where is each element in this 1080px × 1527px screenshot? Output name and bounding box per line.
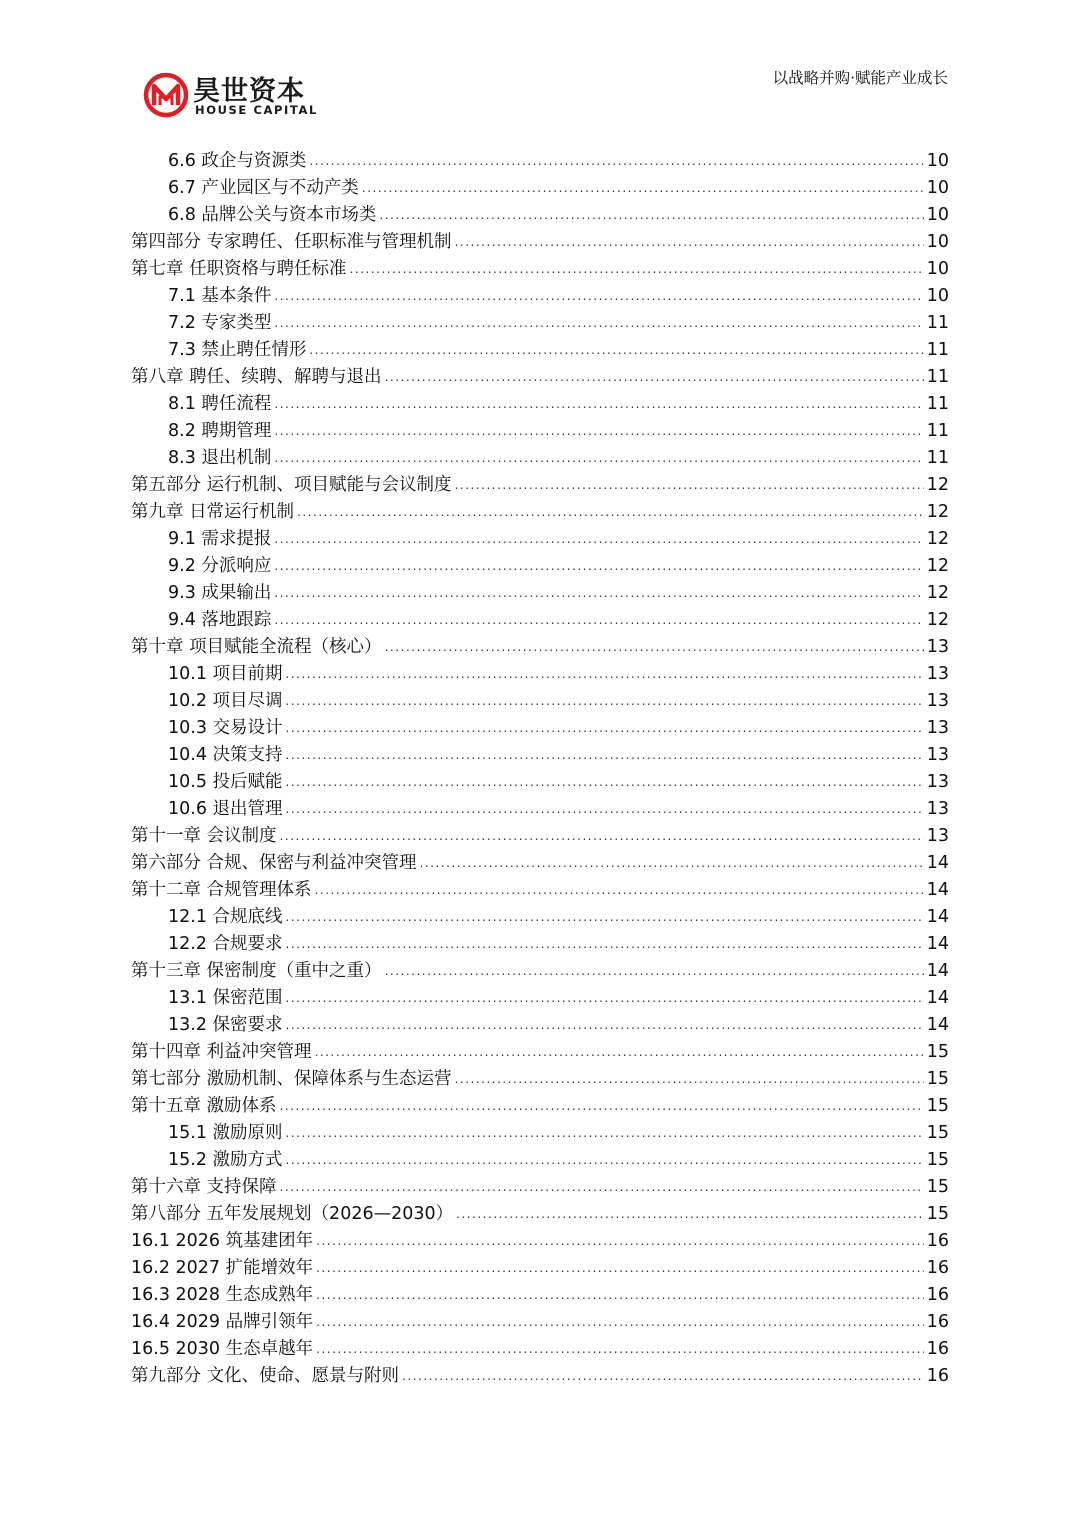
- toc-page-number: 13: [926, 664, 949, 684]
- toc-entry-title: 第十二章 合规管理体系: [131, 880, 312, 900]
- toc-entry-title: 8.2 聘期管理: [168, 421, 272, 441]
- toc-entry[interactable]: [131, 1201, 949, 1228]
- toc-entry-title: 6.8 品牌公关与资本市场类: [168, 205, 377, 225]
- toc-dot-leader: [316, 1228, 924, 1255]
- toc-page-number: 16: [926, 1285, 949, 1305]
- toc-entry[interactable]: [131, 1120, 949, 1147]
- toc-page-number: 12: [926, 529, 949, 549]
- toc-entry-title: 第五部分 运行机制、项目赋能与会议制度: [131, 475, 452, 495]
- toc-entry[interactable]: [131, 823, 949, 850]
- toc-dot-leader: [286, 688, 924, 715]
- toc-entry-title: 第九章 日常运行机制: [131, 502, 295, 522]
- toc-entry[interactable]: [131, 1228, 949, 1255]
- toc-entry-title: 15.1 激励原则: [168, 1123, 283, 1143]
- toc-page-number: 12: [926, 556, 949, 576]
- toc-entry-title: 10.2 项目尽调: [168, 691, 283, 711]
- toc-dot-leader: [286, 661, 924, 688]
- page-header: [0, 0, 1080, 140]
- toc-entry[interactable]: [131, 877, 949, 904]
- toc-entry-title: 8.1 聘任流程: [168, 394, 272, 414]
- toc-dot-leader: [316, 1255, 924, 1282]
- toc-entry-title: 第十四章 利益冲突管理: [131, 1042, 312, 1062]
- toc-entry-title: 第八部分 五年发展规划（2026—2030）: [131, 1204, 454, 1224]
- toc-page-number: 12: [926, 475, 949, 495]
- toc-entry-title: 16.5 2030 生态卓越年: [131, 1339, 314, 1359]
- toc-dot-leader: [286, 1120, 924, 1147]
- toc-entry[interactable]: [131, 256, 949, 283]
- toc-page-number: 13: [926, 637, 949, 657]
- toc-entry[interactable]: [131, 742, 949, 769]
- toc-page-number: 13: [926, 772, 949, 792]
- logo-chinese-name: 昊世资本: [193, 76, 305, 107]
- toc-entry-title: 9.3 成果输出: [168, 583, 272, 603]
- toc-page-number: 16: [926, 1231, 949, 1251]
- toc-dot-leader: [286, 985, 924, 1012]
- toc-page-number: 15: [926, 1042, 949, 1062]
- toc-page-number: 12: [926, 583, 949, 603]
- toc-entry-title: 12.2 合规要求: [168, 934, 283, 954]
- toc-page-number: 16: [926, 1312, 949, 1332]
- toc-page-number: 10: [926, 232, 949, 252]
- toc-entry-title: 16.2 2027 扩能增效年: [131, 1258, 314, 1278]
- toc-dot-leader: [274, 445, 923, 472]
- toc-entry[interactable]: [131, 796, 949, 823]
- toc-dot-leader: [274, 580, 923, 607]
- toc-page-number: 15: [926, 1123, 949, 1143]
- toc-entry[interactable]: [131, 1282, 949, 1309]
- toc-dot-leader: [286, 769, 924, 796]
- toc-page-number: 14: [926, 1015, 949, 1035]
- company-logo: [143, 70, 323, 122]
- toc-entry[interactable]: [131, 553, 949, 580]
- toc-dot-leader: [385, 958, 924, 985]
- toc-dot-leader: [286, 1147, 924, 1174]
- toc-dot-leader: [286, 796, 924, 823]
- toc-entry[interactable]: [131, 688, 949, 715]
- toc-dot-leader: [315, 877, 924, 904]
- toc-entry-title: 10.1 项目前期: [168, 664, 283, 684]
- toc-entry-title: 10.4 决策支持: [168, 745, 283, 765]
- toc-page-number: 15: [926, 1177, 949, 1197]
- toc-dot-leader: [309, 337, 923, 364]
- toc-entry-title: 8.3 退出机制: [168, 448, 272, 468]
- toc-page-number: 10: [926, 205, 949, 225]
- toc-dot-leader: [274, 418, 923, 445]
- toc-page-number: 14: [926, 934, 949, 954]
- toc-dot-leader: [316, 1336, 924, 1363]
- toc-entry[interactable]: [131, 1093, 949, 1120]
- toc-entry[interactable]: [131, 661, 949, 688]
- toc-entry[interactable]: [131, 850, 949, 877]
- toc-entry-title: 9.2 分派响应: [168, 556, 272, 576]
- toc-page-number: 16: [926, 1366, 949, 1386]
- toc-entry-title: 第六部分 合规、保密与利益冲突管理: [131, 853, 417, 873]
- toc-dot-leader: [455, 472, 924, 499]
- toc-page-number: 13: [926, 745, 949, 765]
- toc-page-number: 13: [926, 826, 949, 846]
- toc-dot-leader: [286, 904, 924, 931]
- toc-entry-title: 6.7 产业园区与不动产类: [168, 178, 359, 198]
- toc-page-number: 10: [926, 151, 949, 171]
- toc-entry[interactable]: [131, 607, 949, 634]
- toc-entry[interactable]: [131, 499, 949, 526]
- toc-dot-leader: [350, 256, 924, 283]
- toc-page-number: 14: [926, 961, 949, 981]
- toc-entry-title: 第十五章 激励体系: [131, 1096, 277, 1116]
- toc-entry[interactable]: [131, 904, 949, 931]
- logo-english-name: HOUSE CAPITAL: [195, 103, 318, 117]
- toc-entry-title: 7.2 专家类型: [168, 313, 272, 333]
- toc-dot-leader: [274, 391, 923, 418]
- toc-dot-leader: [385, 364, 924, 391]
- toc-entry[interactable]: [131, 1255, 949, 1282]
- toc-entry[interactable]: [131, 1336, 949, 1363]
- toc-page-number: 11: [926, 421, 949, 441]
- toc-entry-title: 7.1 基本条件: [168, 286, 272, 306]
- toc-entry[interactable]: [131, 1039, 949, 1066]
- toc-page-number: 15: [926, 1096, 949, 1116]
- toc-dot-leader: [274, 283, 923, 310]
- toc-dot-leader: [280, 1093, 924, 1120]
- toc-entry-title: 9.1 需求提报: [168, 529, 272, 549]
- toc-entry[interactable]: [131, 364, 949, 391]
- toc-entry-title: 13.1 保密范围: [168, 988, 283, 1008]
- toc-dot-leader: [379, 202, 923, 229]
- toc-page-number: 11: [926, 313, 949, 333]
- toc-dot-leader: [274, 310, 923, 337]
- toc-entry[interactable]: [131, 1363, 949, 1390]
- toc-page-number: 15: [926, 1150, 949, 1170]
- toc-entry[interactable]: [131, 418, 949, 445]
- toc-entry-title: 7.3 禁止聘任情形: [168, 340, 307, 360]
- toc-entry[interactable]: [131, 391, 949, 418]
- toc-dot-leader: [456, 1201, 924, 1228]
- toc-entry[interactable]: [131, 985, 949, 1012]
- toc-dot-leader: [286, 742, 924, 769]
- toc-page-number: 12: [926, 502, 949, 522]
- toc-dot-leader: [385, 634, 924, 661]
- toc-dot-leader: [455, 229, 924, 256]
- toc-page-number: 16: [926, 1258, 949, 1278]
- toc-dot-leader: [402, 1363, 924, 1390]
- toc-dot-leader: [274, 526, 923, 553]
- toc-entry-title: 6.6 政企与资源类: [168, 151, 307, 171]
- toc-page-number: 13: [926, 718, 949, 738]
- toc-entry-title: 10.3 交易设计: [168, 718, 283, 738]
- toc-entry[interactable]: [131, 634, 949, 661]
- toc-entry[interactable]: [131, 1066, 949, 1093]
- toc-entry-title: 10.6 退出管理: [168, 799, 283, 819]
- toc-dot-leader: [420, 850, 924, 877]
- toc-entry[interactable]: [131, 1174, 949, 1201]
- toc-page-number: 11: [926, 394, 949, 414]
- toc-entry-title: 13.2 保密要求: [168, 1015, 283, 1035]
- toc-entry[interactable]: [131, 202, 949, 229]
- toc-dot-leader: [286, 931, 924, 958]
- toc-page-number: 11: [926, 367, 949, 387]
- toc-page-number: 13: [926, 799, 949, 819]
- toc-page-number: 10: [926, 259, 949, 279]
- toc-page-number: 14: [926, 907, 949, 927]
- toc-entry-title: 第九部分 文化、使命、愿景与附则: [131, 1366, 400, 1386]
- header-tagline: 以战略并购·赋能产业成长: [772, 69, 948, 87]
- toc-page-number: 13: [926, 691, 949, 711]
- toc-dot-leader: [274, 607, 923, 634]
- toc-entry[interactable]: [131, 148, 949, 175]
- toc-page-number: 16: [926, 1339, 949, 1359]
- toc-entry[interactable]: [131, 229, 949, 256]
- toc-entry[interactable]: [131, 445, 949, 472]
- toc-entry-title: 第四部分 专家聘任、任职标准与管理机制: [131, 232, 452, 252]
- toc-entry[interactable]: [131, 1309, 949, 1336]
- toc-dot-leader: [455, 1066, 924, 1093]
- toc-page-number: 14: [926, 988, 949, 1008]
- toc-page-number: 15: [926, 1204, 949, 1224]
- toc-page-number: 15: [926, 1069, 949, 1089]
- toc-entry[interactable]: [131, 931, 949, 958]
- toc-entry[interactable]: [131, 958, 949, 985]
- toc-dot-leader: [315, 1039, 924, 1066]
- toc-page-number: 11: [926, 340, 949, 360]
- toc-entry-title: 第十三章 保密制度（重中之重）: [131, 961, 382, 981]
- toc-entry-title: 第七章 任职资格与聘任标准: [131, 259, 347, 279]
- toc-entry[interactable]: [131, 1012, 949, 1039]
- toc-page-number: 14: [926, 853, 949, 873]
- toc-page-number: 12: [926, 610, 949, 630]
- toc-entry[interactable]: [131, 526, 949, 553]
- toc-dot-leader: [274, 553, 923, 580]
- toc-entry-title: 16.1 2026 筑基建团年: [131, 1231, 314, 1251]
- toc-entry[interactable]: [131, 715, 949, 742]
- toc-entry-title: 9.4 落地跟踪: [168, 610, 272, 630]
- toc-entry-title: 15.2 激励方式: [168, 1150, 283, 1170]
- toc-entry-title: 第八章 聘任、续聘、解聘与退出: [131, 367, 382, 387]
- toc-entry[interactable]: [131, 580, 949, 607]
- toc-entry-title: 第十一章 会议制度: [131, 826, 277, 846]
- toc-page-number: 11: [926, 448, 949, 468]
- table-of-contents: [131, 148, 949, 1390]
- toc-dot-leader: [316, 1309, 924, 1336]
- toc-page-number: 14: [926, 880, 949, 900]
- toc-entry[interactable]: [131, 310, 949, 337]
- toc-dot-leader: [280, 823, 924, 850]
- toc-dot-leader: [280, 1174, 924, 1201]
- toc-dot-leader: [286, 1012, 924, 1039]
- toc-entry[interactable]: [131, 769, 949, 796]
- toc-entry[interactable]: [131, 283, 949, 310]
- toc-entry[interactable]: [131, 472, 949, 499]
- toc-dot-leader: [362, 175, 924, 202]
- toc-entry-title: 16.3 2028 生态成熟年: [131, 1285, 314, 1305]
- toc-entry-title: 12.1 合规底线: [168, 907, 283, 927]
- toc-dot-leader: [316, 1282, 924, 1309]
- toc-entry[interactable]: [131, 337, 949, 364]
- toc-entry-title: 第十六章 支持保障: [131, 1177, 277, 1197]
- toc-page-number: 10: [926, 178, 949, 198]
- toc-page-number: 10: [926, 286, 949, 306]
- toc-dot-leader: [297, 499, 924, 526]
- toc-entry[interactable]: [131, 1147, 949, 1174]
- toc-entry-title: 10.5 投后赋能: [168, 772, 283, 792]
- toc-entry-title: 第七部分 激励机制、保障体系与生态运营: [131, 1069, 452, 1089]
- toc-entry[interactable]: [131, 175, 949, 202]
- toc-entry-title: 16.4 2029 品牌引领年: [131, 1312, 314, 1332]
- toc-dot-leader: [286, 715, 924, 742]
- toc-dot-leader: [309, 148, 923, 175]
- house-capital-logo-icon: [143, 72, 189, 118]
- toc-entry-title: 第十章 项目赋能全流程（核心）: [131, 637, 382, 657]
